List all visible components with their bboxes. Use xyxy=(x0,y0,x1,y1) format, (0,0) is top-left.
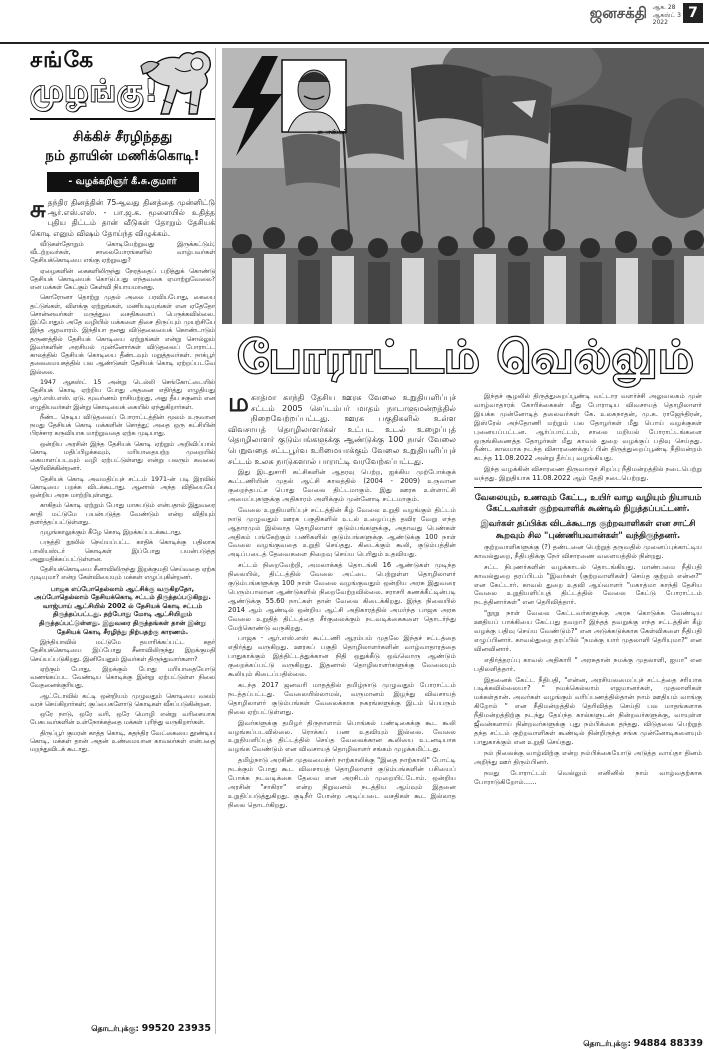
article-paragraph: இவர்களுக்கு தமிழர் திருநாளாம் பொங்கல் பண்டிகைக்கு கூட கூலி வழங்கப்படவில்லை. ரொக்கப் பண உதவியும் இல்லை. வேலை உறுதியளிப்புத் திட்டத்தில் செய்த வேலைக்கான கூலியை உடனடியாக வழங்க வேண்டும் என விவசாயத் தொழிலாளர் சங்கம் முழக்கமிட்டது. xyxy=(228,718,456,754)
article-contact-number: 94884 88339 xyxy=(633,1038,703,1049)
article-paragraph: சட்ட நிபுணர்களின் வழக்காடல் தொடங்கியது. மாண்பமை நீதிபதி காவல்துறை தரப்பிடம் "இவர்கள் (குற்றவாளிகள்) செய்த குற்றம் என்ன?" என கேட்டார். காவல் துறை உதவி ஆய்வாளர் "மகாத்மா காந்தி தேசிய வேலை உறுதியளிப்புத் திட்டத்தில் வேலை கேட்டு போராட்டம் நடத்தினார்கள்" என தெரிவித்தார். xyxy=(474,562,702,607)
newspaper-name: ஜனசக்தி xyxy=(589,4,647,22)
article-lead-text: காத்மா காந்தி தேசிய ஊரக வேலை உறுதியளிப்புச் சட்டம் 2005 செப்டம்பர் மாதம் நாடாளுமன்றத்தில் நிறைவேற்றப்பட்டது. ஊரக பகுதிகளில் உள்ள விவசாயத் தொழிலாளர்கள் உட்பட உடல் உழைப்புத் தொழிலாளர் குடும்பங்களுக்கு ஆண்டுக்கு 100 நாள் வேலை பெறுவதை சட்டபூர்வ உரிமையாக்கும் வேலை உறுதியளிப்புச் சட்டம் உலக நாடுகளால் பாராட்டி வரவேற்கப்பட்டது. xyxy=(228,392,456,466)
issue-date-line-2: ஆகஸ்ட் 3 xyxy=(652,11,681,19)
column-paragraph: 1947 ஆகஸ்ட் 15 அன்று டெல்லி செங்கோட்டையில் தேசியக் கொடி ஏற்றிய போது அதனை எதிர்த்து எழுதியது ஆர்.எஸ்.எஸ். ஏடு. மூவர்ணம் ராசியற்றது, அது தீய சகுனம் என எழுதியவர்கள் இன்று கொடியைக் கையில் ஏந்துகிறார்கள். xyxy=(30,378,215,411)
issue-date xyxy=(653,4,681,27)
column-paragraph: நீண்ட நெடிய விடுதலைப் போராட்டத்தின் மூலம் உருவான நமது தேசியக் கொடி மக்களின் சொத்து; அதை ஒரு கட்சியின் பிரச்சார கருவியாக மாற்றுவதை ஏற்க முடியாது. xyxy=(30,413,215,438)
article-contact-label: தொடர்புக்கு: xyxy=(583,1039,631,1048)
column-lead-paragraph xyxy=(30,195,215,239)
article-column-2 xyxy=(474,392,702,1042)
column-byline: - வழக்கறிஞர் கீ.சு.குமார் xyxy=(47,172,199,192)
article-paragraph: பாஜக - ஆர்.எஸ்.எஸ் கூட்டணி ஆரம்பம் முதலே இந்தச் சட்டத்தை எதிர்த்து வருகிறது. ஊரகப் பகுதி தொழிலாளர்களின் வாழ்வாதாரத்தை பாதுகாக்கும் இத்திட்டத்துக்கான நிதி ஒதுக்கீடு ஒவ்வொரு ஆண்டும் குறைக்கப்பட்டு வருகிறது. இதனால் தொழிலாளர்களுக்கு வேலையும் கூலியும் கிடைப்பதில்லை. xyxy=(228,634,456,679)
article-paragraph: இந்தச் சூழலில் திருத்துறைப்பூண்டி வட்டார வளர்ச்சி அலுவலகம் முன் வாழ்வாதாரக் கோரிக்கைகள் மீது போராடிய விவசாயத் தொழிலாளர் இயக்க முன்னோடித் தலைவர்கள் கே. உலகநாதன், மு.க. ராஜேந்திரன், இஸ்ரேல் அந்தோணி மற்றும் பல தோழர்கள் மீது பொய் வழக்குகள் புனையப்பட்டன. ஆர்ப்பாட்டம், சாலை மறியல் போராட்டங்களை ஒருங்கிணைத்த தோழர்கள் மீது காவல் துறை வழக்குப் பதிவு செய்தது. நீண்ட காலமாக நடந்த விசாரணைக்குப் பின் திருத்துறைப்பூண்டி நீதிமன்றம் கடந்த 11.08.2022 அன்று தீர்ப்பு வழங்கியது. xyxy=(474,392,702,463)
article-paragraph: நம் நிலைக்கு வாழ்விற்கு என்ற நம்பிக்கையோடு அடுத்த வாய்தா தினம் அறிந்து ஊர் திரும்பினர். xyxy=(474,748,702,766)
column-paragraph: இந்தியாவில் மட்டுமே தயாரிக்கப்பட்ட கதர் தேசியக்கொடியை இப்போது சீனாவிலிருந்து இறக்குமதி செய்யப்படுகிறது. இனியேனும் இவர்கள் திருந்துவார்களா? xyxy=(30,639,215,663)
article-lead-paragraph xyxy=(228,392,456,466)
column-contact-number: 99520 23935 xyxy=(141,1023,211,1034)
issue-date-line-3: 2022 xyxy=(652,19,668,26)
column-paragraph: பருத்தி நூலில் நெய்யப்பட்ட காதிக் கொடிக்கு பதிலாக பாலியஸ்டர் கொடிகள் இப்போது பயன்படுத்த அனுமதிக்கப்பட்டுள்ளன. xyxy=(30,539,215,563)
column-paragraph: கொரோனா தொற்று முதல் அலை பரவியபோது, கையை தட்டுங்கள், விளக்கு ஏற்றுங்கள், மணியடியுங்கள் என ஏதேதோ சொன்னவர்கள் மருத்துவ வசதிகளைப் பெருக்கவில்லை. இப்போதும் அதே வழியில் மக்களை திசை திருப்பும் முயற்சியே இந்த ஆரவாரம். இந்தியா தனது விடுதலையைக் கொண்டாடும் தருணத்தில் தேசியக் கொடியை ஏற்றுங்கள் என்று சொல்லும் இவர்களின் அரசியல் முன்னோர்கள் விடுதலைப் போராட்ட காலத்தில் தேசியக் கொடியை தீண்டவும் மறுத்தவர்கள். நாக்பூர் தலைமையகத்தில் பல ஆண்டுகள் தேசியக் கொடி ஏற்றப்படவே இல்லை. xyxy=(30,294,215,376)
article-paragraph: கடந்த 2017 ஜனவரி மாதத்தில் தமிழ்நாடு முழுவதும் போராட்டம் நடத்தப்பட்டது. வேலையில்லாமல், வருமானம் இழந்து விவசாயத் தொழிலாளர் குடும்பங்கள் வேலைக்காக நகரங்களுக்கு இடம் பெயரும் நிலை ஏற்பட்டுள்ளது. xyxy=(228,681,456,716)
column-paragraph: தேசியக் கொடி அவமதிப்புச் சட்டம் 1971-ன் படி இரவில் கொடியை பறக்க விடக்கூடாது. ஆனால் அந்த விதியையே ஒன்றிய அரசு மாற்றியுள்ளது. xyxy=(30,475,215,500)
article-pull-quote-1: வேலையும், உணவும் கேட்ட, உயிர் வாழ வழியும் நியாயம் கேட்டவர்கள் குற்றவாளிக் கூண்டில் நிறுத்தப்பட்டனர். xyxy=(474,487,702,514)
column-contact-label: தொடர்புக்கு: xyxy=(91,1024,139,1033)
column-title-line-2: நம் தாயின் மணிக்கொடி! xyxy=(45,148,200,164)
conch-blower-illustration xyxy=(139,48,216,120)
column-body xyxy=(30,195,215,754)
author-caption: - சுபாஸ்கர் xyxy=(312,128,347,136)
column-paragraph: வீடுகள்தோறும் கொடியேற்றுவது இருக்கட்டும்; வீடற்றவர்கள், சாலையோரங்களில் வாழ்பவர்கள் தேசியக்கொடியை எங்கு ஏற்றுவது? xyxy=(30,240,215,265)
article-paragraph: எதிர்த்தரப்பு காவல் அதிகாரி " அரசுதான் நமக்கு முதலாளி, ஐயா" என பதிலளித்தார். xyxy=(474,655,702,673)
article-paragraph: சட்டம் நிறைவேற்றி, அமலாக்கத் தொடங்கி 16 ஆண்டுகள் முடிந்த நிலையில், திட்டத்தில் வேலை அட்டை பெற்றுள்ள தொழிலாளர் குடும்பங்களுக்கு 100 நாள் வேலை வழங்குவதும் ஒன்றிய அரசு இதுவரை பெரும்பாலான ஆண்டுகளில் நிறைவேற்றவில்லை. சராசரி கணக்கீட்டின்படி ஆண்டுக்கு 55.60 நாட்கள் தான் வேலை கிடைக்கிறது. இந்த நிலையில் 2014 ஆம் ஆண்டில் ஒன்றிய ஆட்சி அதிகாரத்தில் அமர்ந்த பாஜக அரசு வேலை உறுதித் திட்டத்தை சீர்குலைக்கும் நடவடிக்கைகளை தொடர்ந்து மேற்கொண்டு வருகிறது. xyxy=(228,561,456,632)
column-heading-big: முழங்கு! xyxy=(30,74,159,109)
article-paragraph: "நூறு நாள் வேலை கேட்டவர்களுக்கு அரசு கொடுக்க வேண்டிய ஊதியப் பாக்கியை கேட்பது தவறா? இந்தத் தவறுக்கு எந்த சட்டத்தின் கீழ் வழக்கு பதிவு செய்ய வேண்டும்?" என அடுக்கடுக்காக கேள்விகளை நீதிபதி எழுப்பினார். காவல்துறை தரப்பில் "நமக்கு யார் முதலாளி தெரியுமா?" என வினவினார். xyxy=(474,609,702,653)
column-paragraph: ஏழைகளின் கைகளிலிருந்து நேரத்தைப் பறித்துக் கொண்டு தேசியக் கொடியைக் கொடுப்பது எந்தவகை ஏமாற்றுவேலை? என மக்கள் கேட்கும் கேள்வி நியாயமானது. xyxy=(30,267,215,292)
article-paragraph: தமிழ்நாடு அரசின் முதலமைச்சர் நாற்காலிக்கு "இதை நாற்காலி" போட்டி நடக்கும் போது கூட விவசாயத் தொழிலாளர் குடும்பங்களின் பசியைப் போக்க நடவடிக்கை தேவை என அரசிடம் முறையிட்டோம். ஒன்றிய அரசின் "சாகிரா" என்ற நிறுவனம் நடத்திய ஆய்வும் இதனை உறுதிப்படுத்துகிறது. குடிநீர் போன்ற அடிப்படை வசதிகள் கூட இல்லாத நிலை தொடர்கிறது. xyxy=(228,756,456,809)
issue-date-line-1: ஆக. 28 xyxy=(652,4,676,11)
article-headline: போராட்டம் வெல்லும் xyxy=(237,332,695,383)
article-paragraph: இதனைக் கேட்ட நீதிபதி, "என்ன, அரசியலமைப்புச் சட்டத்தை சரியாக படிக்கவில்லையா? " நமக்கெல்லாம் எஜமானர்கள், முதலாளிகள் மக்கள்தான். அவர்கள் வழங்கும் வரிப்பணத்தில்தான் நாம் ஊதியம் வாங்கு கிறோம் " என நீதிமன்றத்தில் தெரிவித்த செய்தி பல மாதங்களாக நீதிமன்றத்திற்கு நடந்து தேய்ந்த கால்களுடன் நின்றவர்களுக்கு, வாயுள்ள ஜீவன்களாய் நின்றவர்களுக்கு புது நம்பிக்கை தந்தது. விடுதலை பெற்றுத் தந்த சட்டம் குற்றவாளிகள் கூண்டில் நின்றிருந்த சங்க முன்னோடிகளையும் பாதுகாக்கும் என உறுதி செய்தது. xyxy=(474,675,702,746)
column-paragraph: திருப்பூர் குமரன் காத்த கொடி, சுதந்திர வேட்கையை தூண்டிய கொடி, மக்கள் தான் அதன் உண்மையான காவலர்கள் என்பதை மறந்துவிடக் கூடாது. xyxy=(30,729,215,754)
masthead xyxy=(0,0,709,44)
column-paragraph: காகிதம் கொடி ஏற்றும் போது மாசுபடும் என்பதால் இதுவரை காதி மட்டுமே பயன்படுத்த வேண்டும் என்ற விதியும் தளர்த்தப்பட்டுள்ளது. xyxy=(30,502,215,526)
column-paragraph: ஏற்கும் போது, இறக்கும் போது மரியாதையோடு வணங்கப்பட வேண்டிய கொடிக்கு இன்று ஏற்பட்டுள்ள நிலை வேதனைக்குரியது. xyxy=(30,665,215,690)
column-heading-rule xyxy=(30,118,215,120)
column-paragraph: தேசியக்கொடியை சீனாவிலிருந்து இறக்குமதி செய்வதை ஏற்க முடியுமா? என்ற கேள்வியையும் மக்கள் எழுப்புகின்றனர். xyxy=(30,566,215,582)
article-dropcap: ம xyxy=(228,392,249,418)
column-heading-top: சங்கே xyxy=(30,48,95,73)
article-paragraph: இந்த வழக்கின் விசாரணை திருவாரூர் சிறப்பு நீதிமன்றத்தில் நடைபெற்று வந்தது. இறுதியாக 11.08.2022 ஆம் தேதி நடைபெற்றது. xyxy=(474,465,702,483)
column-masthead xyxy=(30,48,215,118)
column-title xyxy=(30,128,215,166)
article-paragraph: நமது போராட்டம் வெல்லும் எனினில் நாம் வாழ்வதற்காக போராடுகிறோம்...... xyxy=(474,768,702,786)
article-paragraph: வேலை உறுதியளிப்புச் சட்டத்தின் கீழ் வேலை உறுதி வழங்கும் திட்டம் நாடு முழுவதும் ஊரக பகுதிகளில் உடல் உழைப்புத் தவிர வேறு எந்த ஆதாரமும் இல்லாத தொழிலாளர் குடும்பங்களுக்கு, அதாவது பெண்கள் அதிகம் பங்கேற்கும் பணிகளில் குடும்பங்களுக்கு ஆண்டுக்கு 100 நாள் வேலை வழங்குவதை உறுதி செய்தது. கிடைக்கும் கூலி, குடும்பத்தின் அடிப்படைத் தேவைகளை நிறைவு செய்ய பெரிதும் உதவியது. xyxy=(228,505,456,559)
article-pull-quote-2: இவர்கள் தப்பிக்க விடக்கூடாத குற்றவாளிகள் என சாட்சி கூறவும் சில "புண்ணியவான்கள்" வந்திருந்தனர். xyxy=(480,518,696,540)
column-paragraph: ஆட்டோவில் கட்டி ஒன்றியம் முழுவதும் கொடியை வலம் வரச் செய்கிறார்கள்; குப்பைகளோடு கொடிகள் வீசப்படுகின்றன. xyxy=(30,692,215,708)
column-paragraph: முழங்காலுக்கும் கீழே கொடி இறக்கப்படக்கூடாது. xyxy=(40,529,182,537)
article-contact xyxy=(583,1038,703,1049)
column-highlight-block: பாஜக எப்போதெல்லாம் ஆட்சிக்கு வருகிறதோ, அப்போதெல்லாம் தேசியக்கொடி சட்டம் திருத்தப்படுகிறது. வாஜ்பாய் ஆட்சியில் 2002 ல் தேசியக் கொடி சட்டம் திருத்தப்பட்டது. தற்போது மோடி ஆட்சியிலும் திருத்தப்பட்டுள்ளது. இதுவரை திருத்தங்கள் தான் இன்று தேசியக் கொடி சீரழிந்து நிற்பதற்கு காரணம். xyxy=(34,584,211,636)
column-paragraph: ஒரே நாடு, ஒரே வரி, ஒரே மொழி என்று வரிசையாக பேசுபவர்களின் உள்நோக்கத்தை மக்கள் புரிந்து வருகிறார்கள். xyxy=(30,711,215,727)
article-column-1 xyxy=(228,392,456,1042)
column-paragraph: ஒன்றிய அரசின் இந்த தேசியக் கொடி ஏற்றும் அறிவிப்பால் கொடி மதிப்பிழக்கவும், மரியாதையற்ற முறையில் கையாளப்படவும் வழி ஏற்பட்டுள்ளது என்று பலரும் கவலை தெரிவிக்கின்றனர். xyxy=(30,440,215,473)
column-contact xyxy=(91,1023,211,1034)
article-paragraph: குற்றவாளிகளுக்கு (?) தண்டனை பெற்றுத் தருவதில் முனைப்புக்காட்டிய காவல்துறை, நீதிபதிக்கு நேர் விசாரணை வளையத்தில் நின்றது. xyxy=(474,542,702,560)
page-number: 7 xyxy=(683,3,703,23)
column-title-line-1: சிக்கிச் சீரழிந்தது xyxy=(72,129,173,145)
column-dropcap: சு xyxy=(30,195,46,223)
column-sange-muzhangu xyxy=(30,48,216,1034)
column-lead-text: தந்திர தினத்தின் 75ஆவது தினத்தை முன்னிட்டு ஆர்.எஸ்.எஸ். - பா.ஜ.க. மூளையில் உதித்த புதிய திட்டம் தான் வீடுகள் தோறும் தேசியக் கொடி எனும் விஷம் தோய்ந்த விழுக்கம். xyxy=(30,198,215,238)
article-paragraph: இது இடதுசாரி கட்சிகளின் ஆதரவு பெற்ற, ஐக்கிய முற்போக்குக் கூட்டணியின் முதல் ஆட்சி காலத்தில் (2004 - 2009) உருவான குறைந்தபட்ச பொது வேலை திட்டமாகும். இது ஊரக உள்ளாட்சி அமைப்புகளுக்கு அதிகாரம் அளிக்கும் முன்னோடி சட்டமாகும். xyxy=(228,468,456,503)
